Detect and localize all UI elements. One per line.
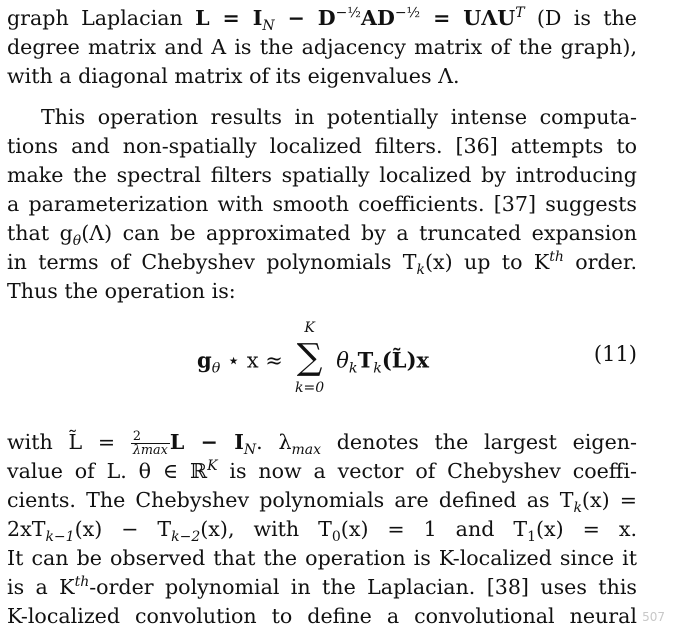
math: θ (336, 348, 349, 373)
sum-upper-limit: K (304, 320, 315, 336)
text: in terms of Chebyshev polynomials T (7, 250, 417, 274)
math: g (197, 347, 212, 373)
text: (x), with T (200, 517, 332, 541)
text: -order polynomial in the Laplacian. [38] uses this (89, 575, 637, 599)
math: ⋆ x ≈ (220, 348, 290, 373)
equation-body (197, 320, 430, 396)
paragraph-2-line-3: make the spectral filters spatially localized by introducing (7, 163, 637, 187)
watermark: 507 (642, 610, 665, 624)
math: T (357, 347, 374, 373)
math-sub: θ (72, 233, 82, 250)
math-sup: th (549, 249, 564, 266)
text: cients. The Chebyshev polynomials are defined as T (7, 488, 574, 512)
text: (x) = (581, 488, 637, 512)
math-sub: k−1 (45, 529, 75, 546)
math-sup: th (74, 574, 90, 591)
paragraph-3-line-7: K-localized convolution to define a convolutional neural (7, 604, 637, 628)
math-laplacian: L = I (195, 6, 263, 30)
equation-number: (11) (593, 342, 637, 366)
math-sub: θ (211, 360, 221, 377)
text: (D is the (524, 6, 637, 30)
math-sub: N (243, 442, 257, 459)
text: (x) up to K (424, 250, 550, 274)
math: = UΛU (420, 6, 516, 30)
fraction (131, 430, 170, 458)
math-sub: k (573, 500, 582, 517)
math-sub: k−2 (171, 529, 201, 546)
paragraph-2-line-5 (7, 219, 637, 250)
fraction-numerator: 2 (131, 430, 170, 444)
paragraph-3-line-2 (7, 457, 637, 485)
paragraph-3-line-1 (7, 428, 637, 457)
text: with L̃ = (7, 430, 131, 454)
text: order. (563, 250, 637, 274)
math-sup: −½ (394, 5, 421, 22)
math-sup: K (207, 458, 218, 475)
text: graph Laplacian (7, 6, 196, 30)
text: (x) = 1 and T (340, 517, 528, 541)
text: (x) − T (74, 517, 172, 541)
text: value of L. θ ∈ ℝ (7, 459, 208, 483)
paragraph-3-line-6 (7, 573, 637, 601)
math: (L̃)x (381, 347, 430, 373)
text: is now a vector of Chebyshev coeffi- (217, 459, 637, 483)
paragraph-2-line-1: This operation results in potentially intense computa- (41, 105, 637, 129)
paragraph-3-line-3 (7, 486, 637, 517)
text: . λ (256, 430, 292, 454)
math: − D (274, 6, 336, 30)
paragraph-3-line-4 (7, 515, 637, 546)
text: (x) = x. (536, 517, 637, 541)
math-sub: k (416, 262, 425, 279)
equation-11 (7, 320, 637, 400)
math-sub: 0 (331, 529, 341, 546)
paragraph-2-line-6 (7, 248, 637, 279)
paragraph-1-line-1 (7, 4, 637, 35)
math-sub: k (373, 360, 382, 377)
paragraph-2-line-7: Thus the operation is: (7, 279, 236, 303)
paragraph-2-line-2: tions and non-spatially localized filters. [36] attempts to (7, 134, 637, 158)
text: that g (7, 221, 73, 245)
paragraph-1-line-2: degree matrix and A is the adjacency matrix of the graph), (7, 35, 637, 59)
math-sub: max (291, 442, 322, 459)
sum-sign: ∑ (296, 337, 323, 378)
paragraph-2-line-4: a parameterization with smooth coefficients. [37] suggests (7, 192, 637, 216)
paragraph-1-line-3: with a diagonal matrix of its eigenvalues Λ. (7, 64, 460, 88)
summation (290, 320, 330, 396)
sum-lower-limit: k=0 (295, 380, 325, 396)
math-sub: 1 (527, 529, 536, 546)
math-sub: k (348, 360, 358, 377)
math: L − I (169, 430, 244, 454)
math-sub: N (262, 18, 275, 35)
fraction-denominator: λmax (132, 443, 168, 458)
math-sup: −½ (335, 5, 361, 22)
text: 2xT (7, 517, 46, 541)
math: AD (360, 6, 395, 30)
text: denotes the largest eigen- (321, 430, 637, 454)
paragraph-3-line-5: It can be observed that the operation is K-localized since it (7, 546, 637, 570)
text: is a K (7, 575, 75, 599)
math-sup: T (515, 5, 525, 22)
text: (Λ) can be approximated by a truncated expansion (81, 221, 637, 245)
